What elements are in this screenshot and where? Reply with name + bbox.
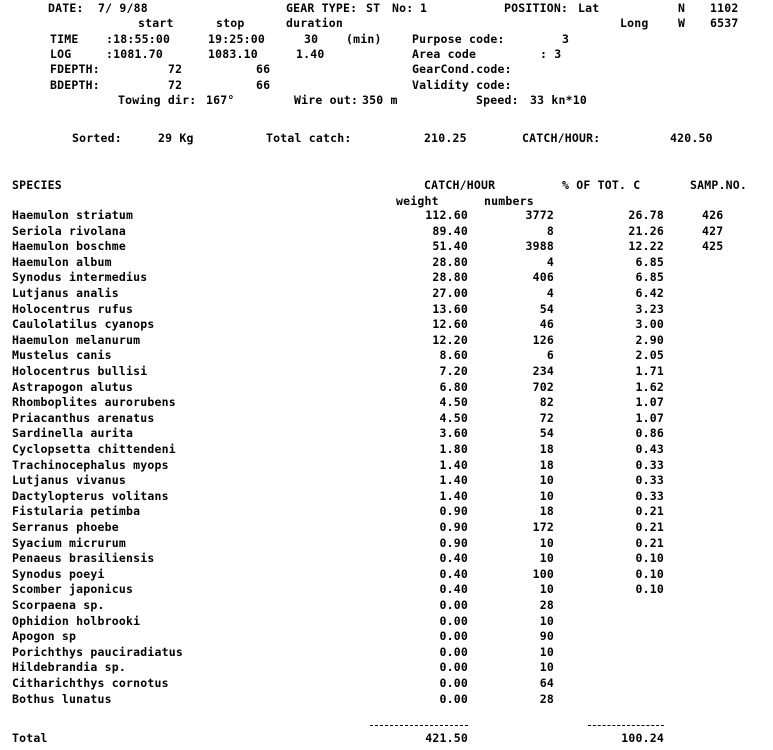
weight-value: 0.40 (439, 582, 468, 596)
weight-value: 12.60 (432, 317, 468, 331)
pct-value: 0.43 (635, 442, 664, 456)
species-name: Rhomboplites aurorubens (12, 395, 176, 409)
numbers-value: 10 (539, 489, 554, 503)
species-name: Haemulon album (12, 255, 112, 269)
species-name: Scorpaena sp. (12, 598, 105, 612)
weight-value: 0.00 (439, 676, 468, 690)
species-name: Synodus intermedius (12, 270, 148, 284)
total-weight-rule (370, 725, 468, 726)
col-duration-label: duration (286, 16, 343, 30)
pct-total-header: % OF TOT. C (562, 178, 641, 192)
species-name: Synodus poeyi (12, 567, 105, 581)
weight-value: 1.40 (439, 489, 468, 503)
numbers-value: 4 (546, 286, 554, 300)
species-name: Scomber japonicus (12, 582, 134, 596)
date-label: DATE: (48, 1, 84, 15)
catch-hour-header: CATCH/HOUR (424, 178, 496, 192)
long-hemisphere: W (678, 16, 686, 30)
weight-value: 89.40 (432, 224, 468, 238)
catch-per-hour-label: CATCH/HOUR: (522, 131, 601, 145)
col-stop-label: stop (216, 16, 245, 30)
species-name: Lutjanus analis (12, 286, 119, 300)
weight-value: 0.00 (439, 614, 468, 628)
sample-number-header: SAMP.NO. (690, 178, 747, 192)
species-name: Penaeus brasiliensis (12, 551, 155, 565)
numbers-value: 10 (539, 551, 554, 565)
time-start: :18:55:00 (106, 32, 171, 46)
bdepth-label: BDEPTH: (50, 78, 100, 92)
numbers-value: 406 (532, 270, 554, 284)
numbers-value: 28 (539, 692, 554, 706)
weight-value: 7.20 (439, 364, 468, 378)
numbers-value: 3988 (525, 239, 554, 253)
pct-value: 0.86 (635, 426, 664, 440)
numbers-value: 82 (539, 395, 554, 409)
col-start-label: start (138, 16, 174, 30)
numbers-value: 54 (539, 426, 554, 440)
date-value: 7/ 9/88 (98, 1, 148, 15)
area-code-value: : 3 (540, 47, 562, 61)
time-duration: 30 (304, 32, 319, 46)
towing-dir-value: 167° (206, 93, 235, 107)
gear-type-label: GEAR TYPE: (286, 1, 358, 15)
sorted-label: Sorted: (72, 131, 122, 145)
numbers-value: 4 (546, 255, 554, 269)
pct-value: 0.33 (635, 458, 664, 472)
no-label: No: (392, 1, 414, 15)
time-unit: (min) (346, 32, 382, 46)
species-name: Caulolatilus cyanops (12, 317, 155, 331)
speed-label: Speed: (476, 93, 519, 107)
gear-type-value: ST (366, 1, 381, 15)
weight-value: 0.90 (439, 504, 468, 518)
pct-value: 3.00 (635, 317, 664, 331)
weight-value: 0.90 (439, 520, 468, 534)
fdepth-start: 72 (168, 62, 183, 76)
pct-value: 1.71 (635, 364, 664, 378)
numbers-value: 10 (539, 473, 554, 487)
numbers-value: 10 (539, 645, 554, 659)
numbers-value: 702 (532, 380, 554, 394)
species-name: Porichthys pauciradiatus (12, 645, 183, 659)
numbers-value: 234 (532, 364, 554, 378)
time-stop: 19:25:00 (208, 32, 265, 46)
wire-out-value: 350 m (362, 93, 398, 107)
log-start: :1081.70 (106, 47, 163, 61)
weight-value: 0.00 (439, 660, 468, 674)
numbers-value: 8 (546, 224, 554, 238)
weight-value: 4.50 (439, 395, 468, 409)
fdepth-stop: 66 (256, 62, 271, 76)
pct-value: 21.26 (628, 224, 664, 238)
pct-value: 3.23 (635, 302, 664, 316)
numbers-value: 3772 (525, 208, 554, 222)
weight-value: 28.80 (432, 255, 468, 269)
fdepth-label: FDEPTH: (50, 62, 100, 76)
pct-value: 0.10 (635, 582, 664, 596)
weight-value: 0.00 (439, 645, 468, 659)
species-name: Seriola rivolana (12, 224, 126, 238)
species-name: Haemulon striatum (12, 208, 134, 222)
pct-value: 2.90 (635, 333, 664, 347)
weight-value: 4.50 (439, 411, 468, 425)
sample-number: 425 (702, 239, 724, 253)
pct-value: 1.07 (635, 411, 664, 425)
weight-value: 12.20 (432, 333, 468, 347)
numbers-value: 6 (546, 348, 554, 362)
weight-value: 112.60 (425, 208, 468, 222)
weight-value: 8.60 (439, 348, 468, 362)
species-name: Haemulon melanurum (12, 333, 141, 347)
species-name: Bothus lunatus (12, 692, 112, 706)
sample-number: 427 (702, 224, 724, 238)
position-label: POSITION: (504, 1, 569, 15)
lat-value: 1102 (710, 1, 739, 15)
total-pct-rule (588, 725, 664, 726)
total-label: Total (12, 731, 48, 745)
numbers-value: 72 (539, 411, 554, 425)
weight-value: 0.90 (439, 536, 468, 550)
species-name: Serranus phoebe (12, 520, 119, 534)
sorted-value: 29 Kg (158, 131, 194, 145)
area-code-label: Area code (412, 47, 477, 61)
time-label: TIME (50, 32, 79, 46)
numbers-value: 18 (539, 442, 554, 456)
pct-value: 0.33 (635, 489, 664, 503)
weight-value: 1.80 (439, 442, 468, 456)
validity-code-label: Validity code: (412, 78, 512, 92)
numbers-value: 64 (539, 676, 554, 690)
numbers-header: numbers (484, 194, 534, 208)
weight-value: 1.40 (439, 473, 468, 487)
pct-value: 1.62 (635, 380, 664, 394)
total-weight: 421.50 (425, 731, 468, 745)
total-pct: 100.24 (621, 731, 664, 745)
numbers-value: 18 (539, 504, 554, 518)
numbers-value: 10 (539, 582, 554, 596)
weight-value: 0.40 (439, 567, 468, 581)
log-label: LOG (50, 47, 72, 61)
species-name: Syacium micrurum (12, 536, 126, 550)
species-name: Ophidion holbrooki (12, 614, 141, 628)
pct-value: 0.10 (635, 551, 664, 565)
pct-value: 6.42 (635, 286, 664, 300)
numbers-value: 172 (532, 520, 554, 534)
weight-value: 1.40 (439, 458, 468, 472)
lat-label: Lat (578, 1, 600, 15)
total-catch-value: 210.25 (424, 131, 467, 145)
numbers-value: 10 (539, 536, 554, 550)
pct-value: 6.85 (635, 255, 664, 269)
total-catch-label: Total catch: (266, 131, 352, 145)
long-value: 6537 (710, 16, 739, 30)
species-name: Fistularia petimba (12, 504, 141, 518)
species-name: Astrapogon alutus (12, 380, 134, 394)
gearcond-label: GearCond.code: (412, 62, 512, 76)
species-name: Mustelus canis (12, 348, 112, 362)
pct-value: 0.21 (635, 520, 664, 534)
weight-value: 27.00 (432, 286, 468, 300)
weight-value: 13.60 (432, 302, 468, 316)
pct-value: 2.05 (635, 348, 664, 362)
weight-value: 0.40 (439, 551, 468, 565)
purpose-code-value: 3 (562, 32, 570, 46)
species-name: Sardinella aurita (12, 426, 134, 440)
species-name: Citharichthys cornotus (12, 676, 169, 690)
weight-header: weight (396, 194, 439, 208)
sample-number: 426 (702, 208, 724, 222)
species-name: Dactylopterus volitans (12, 489, 169, 503)
towing-dir-label: Towing dir: (118, 93, 197, 107)
numbers-value: 46 (539, 317, 554, 331)
log-stop: 1083.10 (208, 47, 258, 61)
species-name: Lutjanus vivanus (12, 473, 126, 487)
species-name: Priacanthus arenatus (12, 411, 155, 425)
pct-value: 6.85 (635, 270, 664, 284)
numbers-value: 18 (539, 458, 554, 472)
species-name: Trachinocephalus myops (12, 458, 169, 472)
weight-value: 6.80 (439, 380, 468, 394)
weight-value: 3.60 (439, 426, 468, 440)
bdepth-start: 72 (168, 78, 183, 92)
pct-value: 12.22 (628, 239, 664, 253)
weight-value: 0.00 (439, 629, 468, 643)
speed-value: 33 kn*10 (530, 93, 587, 107)
pct-value: 0.21 (635, 504, 664, 518)
weight-value: 0.00 (439, 692, 468, 706)
weight-value: 28.80 (432, 270, 468, 284)
species-header: SPECIES (12, 178, 62, 192)
weight-value: 0.00 (439, 598, 468, 612)
catch-per-hour-value: 420.50 (670, 131, 713, 145)
log-duration: 1.40 (296, 47, 325, 61)
species-name: Holocentrus rufus (12, 302, 134, 316)
long-label: Long (620, 16, 649, 30)
pct-value: 0.21 (635, 536, 664, 550)
pct-value: 26.78 (628, 208, 664, 222)
pct-value: 0.33 (635, 473, 664, 487)
pct-value: 0.10 (635, 567, 664, 581)
species-name: Haemulon boschme (12, 239, 126, 253)
bdepth-stop: 66 (256, 78, 271, 92)
pct-value: 1.07 (635, 395, 664, 409)
numbers-value: 90 (539, 629, 554, 643)
numbers-value: 54 (539, 302, 554, 316)
wire-out-label: Wire out: (294, 93, 359, 107)
purpose-code-label: Purpose code: (412, 32, 505, 46)
weight-value: 51.40 (432, 239, 468, 253)
species-name: Apogon sp (12, 629, 77, 643)
lat-hemisphere: N (678, 1, 686, 15)
species-name: Hildebrandia sp. (12, 660, 126, 674)
numbers-value: 10 (539, 614, 554, 628)
numbers-value: 28 (539, 598, 554, 612)
species-name: Holocentrus bullisi (12, 364, 148, 378)
numbers-value: 100 (532, 567, 554, 581)
numbers-value: 126 (532, 333, 554, 347)
numbers-value: 10 (539, 660, 554, 674)
no-value: 1 (420, 1, 428, 15)
species-name: Cyclopsetta chittendeni (12, 442, 176, 456)
